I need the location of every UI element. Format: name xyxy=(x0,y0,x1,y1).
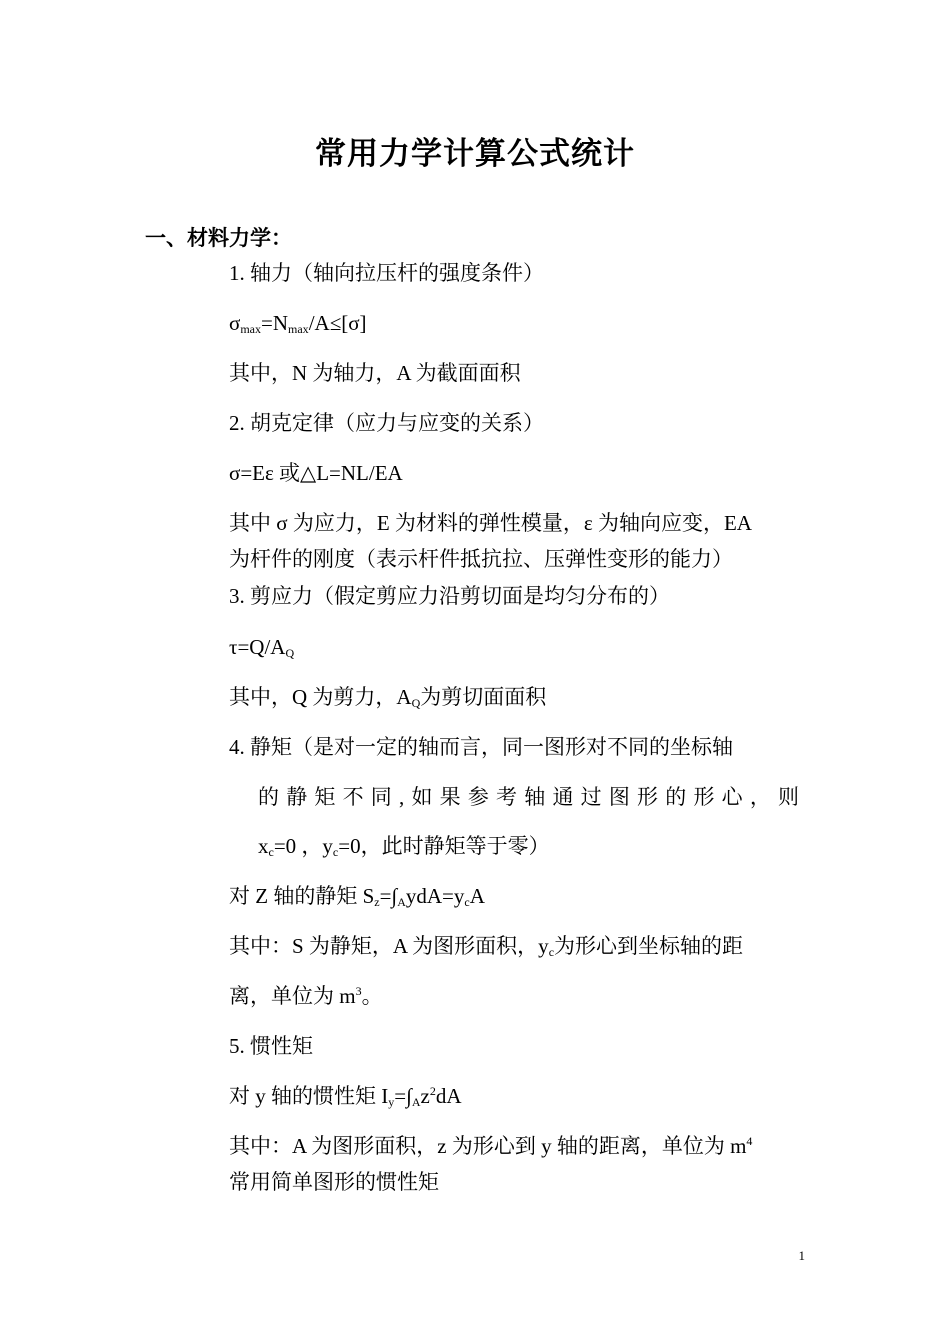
formula-axial-stress: $\sigma_{max}=N_{max}/A\le[\sigma]$ xyxy=(229,311,367,336)
item-heading-moment-of-inertia: 5. 惯性矩 xyxy=(229,1034,313,1058)
item-heading-axial-force: 1. 轴力（轴向拉压杆的强度条件） xyxy=(229,261,544,285)
formula-hooke-law: σ=Eε 或△L=NL/EA xyxy=(229,461,403,485)
explanation-text: 其中 σ 为应力，E 为材料的弹性模量，ε 为轴向应变，EA xyxy=(229,511,752,535)
page-number: 1 xyxy=(798,1248,805,1263)
explanation-text: 离，单位为 $m^3$。 xyxy=(229,984,383,1008)
formula-moment-of-inertia: 对 y 轴的惯性矩 $I_y=\int_Az^2dA$ xyxy=(229,1084,462,1109)
item-heading-shear-stress: 3. 剪应力（假定剪应力沿剪切面是均匀分布的） xyxy=(229,584,670,608)
item-heading-static-moment-cont: 的静矩不同,如果参考轴通过图形的形心，则 xyxy=(258,785,807,809)
explanation-text: 为杆件的刚度（表示杆件抵抗拉、压弹性变形的能力） xyxy=(229,547,733,571)
explanation-text: 其中，Q 为剪力，$A_Q$为剪切面面积 xyxy=(229,685,547,710)
explanation-text: 常用简单图形的惯性矩 xyxy=(229,1170,439,1194)
explanation-text: 其中：A 为图形面积，z 为形心到 y 轴的距离，单位为 $m^4$ xyxy=(229,1134,753,1158)
explanation-text: 其中，N 为轴力，A 为截面面积 xyxy=(229,361,521,385)
document-title: 常用力学计算公式统计 xyxy=(315,136,635,172)
section-heading: 一、材料力学： xyxy=(145,226,292,250)
item-heading-hooke-law: 2. 胡克定律（应力与应变的关系） xyxy=(229,411,544,435)
item-heading-static-moment: 4. 静矩（是对一定的轴而言，同一图形对不同的坐标轴 xyxy=(229,735,733,759)
formula-static-moment: 对 Z 轴的静矩 $S_z=\int_AydA=y_cA$ xyxy=(229,884,485,909)
explanation-text: 其中：S 为静矩，A 为图形面积，$y_c$为形心到坐标轴的距 xyxy=(229,934,744,959)
formula-shear-stress: $\tau=Q/A_Q$ xyxy=(229,635,295,660)
item-heading-static-moment-cont: $x_c=0$ ，$y_c=0$，此时静矩等于零） xyxy=(258,834,550,859)
